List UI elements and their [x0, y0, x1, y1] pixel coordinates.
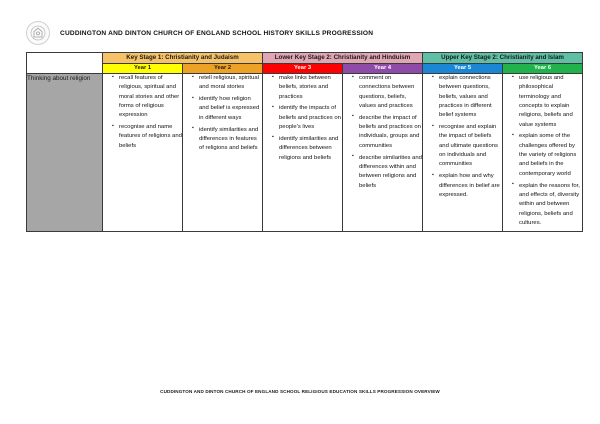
page-title: CUDDINGTON AND DINTON CHURCH OF ENGLAND SCHOOL HISTORY SKILLS PROGRESSION [60, 29, 374, 37]
list-item: ▪ explain connections between questions, beliefs, values and practices in different belief systems [432, 74, 502, 121]
cell-year-5 [423, 74, 503, 232]
cell-year-1 [103, 74, 183, 232]
skills-progression-table [26, 52, 583, 232]
cell-year-2 [183, 74, 263, 232]
key-stage-header-uks2: Upper Key Stage 2: Christianity and Islam [423, 53, 583, 64]
list-item: ▪ identify the impacts of beliefs and practices on people's lives [272, 104, 342, 132]
list-item: ▪ explain some of the challenges offered by the variety of religions and beliefs in the contemporary world [512, 132, 582, 179]
bullet-list-year-6 [503, 74, 582, 228]
table-body [27, 74, 583, 232]
key-stage-header-row [27, 53, 583, 64]
key-stage-header-lks2: Lower Key Stage 2: Christianity and Hinduism [263, 53, 423, 64]
list-item: ▪ retell religious, spiritual and moral stories [192, 74, 262, 93]
list-item: ▪ make links between beliefs, stories and practices [272, 74, 342, 102]
bullet-list-year-3 [263, 74, 342, 163]
bullet-list-year-2 [183, 74, 262, 154]
list-item: ▪ explain how and why differences in belief are expressed. [432, 172, 502, 200]
document-footer: CUDDINGTON AND DINTON CHURCH OF ENGLAND SCHOOL RELIGIOUS EDUCATION SKILLS PROGRESSION OVERVIEW [160, 389, 440, 394]
bullet-list-year-4 [343, 74, 422, 191]
list-item: ▪ identify similarities and differences in features of religions and beliefs [192, 126, 262, 154]
table-corner-cell [27, 53, 103, 74]
bullet-list-year-1 [103, 74, 182, 151]
list-item: ▪ describe the impact of beliefs and practices on individuals, groups and communities [352, 114, 422, 151]
list-item: ▪ identify similarities and differences between religions and beliefs [272, 135, 342, 163]
cell-year-6 [503, 74, 583, 232]
list-item: ▪ identify how religion and belief is expressed in different ways [192, 95, 262, 123]
year-header-year-2: Year 2 [183, 64, 263, 74]
list-item: ▪ explain the reasons for, and effects of, diversity within and between religions, beliefs and cultures. [512, 182, 582, 229]
year-header-year-1: Year 1 [103, 64, 183, 74]
key-stage-header-ks1: Key Stage 1: Christianity and Judaism [103, 53, 263, 64]
list-item: ▪ recall features of religious, spiritual and moral stories and other forms of religious expression [112, 74, 182, 121]
year-header-year-6: Year 6 [503, 64, 583, 74]
cell-year-3 [263, 74, 343, 232]
table-row [27, 74, 583, 232]
list-item: ▪ comment on connections between questions, beliefs, values and practices [352, 74, 422, 111]
year-header-row [27, 64, 583, 74]
document-header [26, 16, 582, 50]
year-header-year-5: Year 5 [423, 64, 503, 74]
school-crest-icon [26, 21, 50, 45]
list-item: ▪ recognise and explain the impact of beliefs and ultimate questions on individuals and communities [432, 123, 502, 170]
list-item: ▪ recognise and name features of religions and beliefs [112, 123, 182, 151]
year-header-year-4: Year 4 [343, 64, 423, 74]
list-item: ▪ describe similarities and differences within and between religions and beliefs [352, 154, 422, 191]
row-label-thinking-about-religion: Thinking about religion [27, 74, 103, 232]
cell-year-4 [343, 74, 423, 232]
year-header-year-3: Year 3 [263, 64, 343, 74]
list-item: ▪ use religious and philosophical terminology and concepts to explain religions, beliefs and value systems [512, 74, 582, 130]
bullet-list-year-5 [423, 74, 502, 200]
